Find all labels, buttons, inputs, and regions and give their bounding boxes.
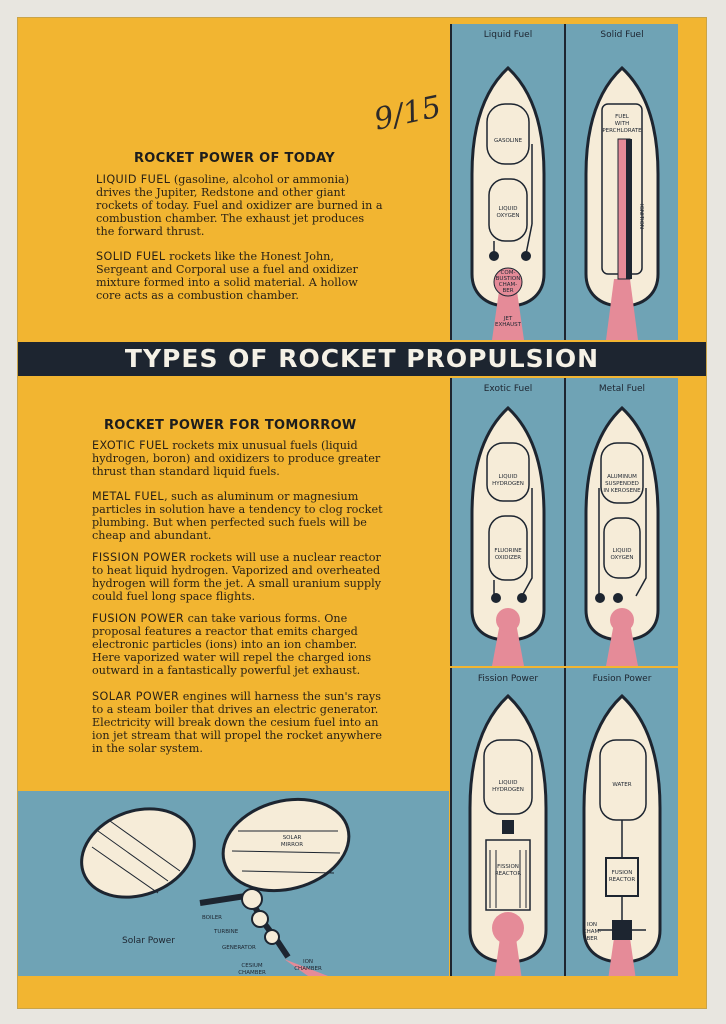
panel-solar-power bbox=[18, 791, 449, 976]
panel-exotic-fuel bbox=[450, 378, 564, 666]
text-solid-fuel: rockets like the Honest John, Sergeant and Corporal use a fuel and oxidizer mixture formed into a solid material. A hollow core acts as a combustion chamber. bbox=[96, 250, 358, 302]
panel-title-fission-power: Fission Power bbox=[477, 674, 539, 684]
rocket-liquid-fuel-diagram bbox=[452, 24, 564, 340]
text-liquid-fuel: (gasoline, alcohol or ammonia) drives the Jupiter, Redstone and other giant rockets of today. Fuel and oxidizer are burned in a combustion chamber. The exhaust jet produces the forward thrust. bbox=[96, 173, 383, 238]
label-cesium: CESIUM bbox=[241, 963, 263, 969]
paragraph-metal-fuel bbox=[92, 490, 384, 542]
text-metal-fuel: , such as aluminum or magnesium particles in solution have a tendency to clog rocket plumbing. But when perfected such fuels will be cheap and abundant. bbox=[92, 490, 383, 542]
panel-title-solid-fuel: Solid Fuel bbox=[600, 30, 644, 40]
heading-today: ROCKET POWER OF TODAY bbox=[134, 151, 335, 166]
label-ber: BER bbox=[502, 288, 514, 294]
label-cham: CHAM- bbox=[498, 282, 518, 288]
panel-title-exotic-fuel: Exotic Fuel bbox=[483, 384, 533, 394]
lead-solid-fuel: SOLID FUEL bbox=[96, 250, 166, 263]
text-fission-power: rockets will use a nuclear reactor to heat liquid hydrogen. Vaporized and overheated hydrogen will form the jet. A small uranium supply could fuel long space flights. bbox=[92, 551, 382, 603]
label-liquid-fission: LIQUID bbox=[498, 780, 518, 786]
label-cesium-chamber: CHAMBER bbox=[238, 970, 266, 976]
label-liquid-exotic: LIQUID bbox=[498, 474, 518, 480]
solar-power-title: Solar Power bbox=[122, 936, 176, 946]
lead-fusion-power: FUSION POWER bbox=[92, 612, 185, 625]
label-fluorine: FLUORINE bbox=[494, 548, 522, 554]
paragraph-solar-power bbox=[92, 690, 384, 755]
label-suspended: SUSPENDED bbox=[605, 481, 639, 487]
paragraph-solid-fuel bbox=[96, 250, 384, 302]
label-liquid-metal: LIQUID bbox=[612, 548, 632, 554]
handwritten-note: 9/15 bbox=[371, 89, 445, 138]
label-reactor-fission: REACTOR bbox=[494, 871, 522, 877]
rocket-exotic-fuel-diagram bbox=[452, 378, 564, 666]
label-oxygen-metal: OXYGEN bbox=[610, 555, 634, 561]
panel-solid-fuel bbox=[564, 24, 678, 340]
panel-metal-fuel bbox=[564, 378, 678, 666]
lead-metal-fuel: METAL FUEL bbox=[92, 490, 165, 503]
banner-title: TYPES OF ROCKET PROPULSION bbox=[124, 344, 600, 373]
label-fuel: FUEL bbox=[615, 114, 629, 120]
label-perchlorate: PERCHLORATE bbox=[602, 128, 642, 134]
label-bustion: BUSTION bbox=[495, 276, 521, 282]
panel-fusion-power bbox=[564, 668, 678, 1008]
label-com: COM- bbox=[500, 270, 516, 276]
label-gasoline: GASOLINE bbox=[493, 138, 523, 144]
lead-exotic-fuel: EXOTIC FUEL bbox=[92, 439, 169, 452]
paragraph-fusion-power bbox=[92, 612, 384, 677]
label-ignition: IGNITION bbox=[638, 204, 644, 230]
lead-fission-power: FISSION POWER bbox=[92, 551, 187, 564]
text-exotic-fuel: rockets mix unusual fuels (liquid hydrogen, boron) and oxidizers to produce greater thrust than standard liquid fuels. bbox=[92, 439, 381, 478]
text-fusion-power: can take various forms. One proposal features a reactor that emits charged electronic particles (ions) into an ion chamber. Here vaporized water will repel the charged ions outward in a fantastically powerful jet exhaust. bbox=[92, 612, 372, 677]
lead-solar-power: SOLAR POWER bbox=[92, 690, 180, 703]
rocket-solid-fuel-diagram bbox=[566, 24, 678, 340]
paragraph-fission-power bbox=[92, 551, 384, 603]
label-fission: FISSION bbox=[497, 864, 519, 870]
label-ion: ION bbox=[586, 922, 598, 928]
label-liquid: LIQUID bbox=[498, 206, 518, 212]
label-jet: JET bbox=[503, 316, 513, 322]
label-ion-solar: ION bbox=[302, 959, 314, 965]
label-hydrogen-exotic: HYDROGEN bbox=[492, 481, 524, 487]
label-exhaust: EXHAUST bbox=[494, 322, 522, 328]
label-fusion: FUSION bbox=[611, 870, 633, 876]
label-ber-fusion: BER bbox=[586, 936, 598, 942]
solar-power-diagram bbox=[18, 791, 449, 976]
bottom-strip bbox=[18, 976, 706, 1008]
rocket-fusion-power-diagram bbox=[566, 668, 678, 1008]
label-in-kerosene: IN KEROSENE bbox=[603, 488, 641, 494]
panel-title-fusion-power: Fusion Power bbox=[592, 674, 652, 684]
panel-liquid-fuel bbox=[450, 24, 564, 340]
rocket-metal-fuel-diagram bbox=[566, 378, 678, 666]
panel-title-metal-fuel: Metal Fuel bbox=[598, 384, 646, 394]
label-mirror: MIRROR bbox=[280, 842, 304, 848]
text-solar-power: engines will harness the sun's rays to a steam boiler that drives an electric generator. Electricity will break down the cesium fuel into an ion jet stream that will propel the rocket anywhere in the solar system. bbox=[92, 690, 382, 755]
label-boiler: BOILER bbox=[202, 915, 222, 921]
label-generator: GENERATOR bbox=[222, 945, 256, 951]
paragraph-exotic-fuel bbox=[92, 439, 384, 478]
label-aluminum: ALUMINUM bbox=[607, 474, 637, 480]
label-ion-chamber: CHAMBER bbox=[294, 966, 322, 972]
label-turbine: TURBINE bbox=[214, 929, 239, 935]
booklet-back-cover bbox=[18, 18, 706, 1008]
label-reactor-fusion: REACTOR bbox=[608, 877, 636, 883]
label-water: WATER bbox=[612, 782, 632, 788]
panel-title-liquid-fuel: Liquid Fuel bbox=[483, 30, 533, 40]
label-with: WITH bbox=[614, 121, 630, 127]
label-oxygen: OXYGEN bbox=[496, 213, 520, 219]
label-solar: SOLAR bbox=[282, 835, 302, 841]
rocket-fission-power-diagram bbox=[452, 668, 564, 1008]
label-hydrogen-fission: HYDROGEN bbox=[492, 787, 524, 793]
paragraph-liquid-fuel bbox=[96, 173, 384, 238]
title-banner bbox=[18, 342, 706, 376]
lead-liquid-fuel: LIQUID FUEL bbox=[96, 173, 171, 186]
label-cham-fusion: CHAM- bbox=[582, 929, 602, 935]
heading-tomorrow: ROCKET POWER FOR TOMORROW bbox=[104, 418, 357, 433]
panel-fission-power bbox=[450, 668, 564, 1008]
label-oxidizer: OXIDIZER bbox=[494, 555, 522, 561]
